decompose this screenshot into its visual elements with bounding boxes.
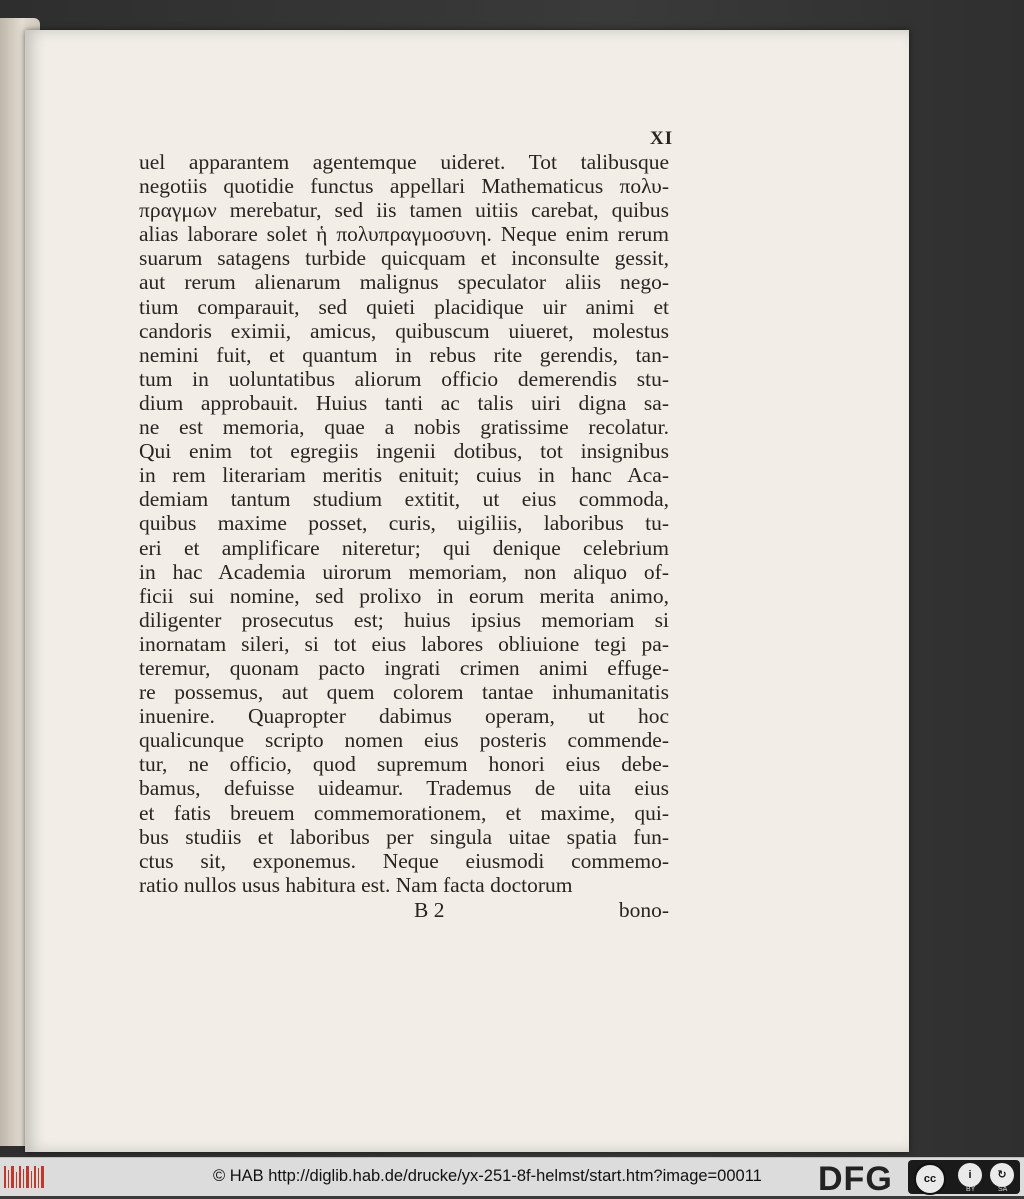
signature-mark: B 2 <box>414 898 445 922</box>
text-line: πραγμων merebatur, sed iis tamen uitiis carebat, quibus <box>139 198 669 223</box>
text-line: ficii sui nomine, sed prolixo in eorum merita animo, <box>139 583 669 608</box>
text-line: tium comparauit, sed quieti placidique uir animi et <box>139 294 669 319</box>
dfg-logo: DFG <box>818 1160 893 1198</box>
by-label: BY <box>966 1186 976 1193</box>
text-line: ne est memoria, quae a nobis gratissime recolatur. <box>139 415 669 440</box>
attribution-icon: i <box>958 1163 982 1187</box>
text-line: ratio nullos usus habitura est. Nam facta doctorum <box>139 872 573 897</box>
text-line: uel apparantem agentemque uideret. Tot talibusque <box>139 150 669 174</box>
text-line: nemini fuit, et quantum in rebus rite gerendis, tan- <box>139 342 669 367</box>
text-line: et fatis breuem commemorationem, et maxime, qui- <box>139 800 669 825</box>
text-line: eri et amplificare niteretur; qui denique celebrium <box>139 535 669 560</box>
text-line: ctus sit, exponemus. Neque eiusmodi commemo- <box>139 848 669 873</box>
page-number: XI <box>650 128 674 149</box>
cc-icon: cc <box>914 1163 946 1195</box>
cc-license-badge[interactable] <box>908 1160 1020 1194</box>
text-line: quibus maxime posset, curis, uigiliis, laboribus tu- <box>139 511 669 536</box>
text-line: re possemus, aut quem colorem tantae inhumanitatis <box>139 680 669 705</box>
copyright-url[interactable]: © HAB http://diglib.hab.de/drucke/yx-251-8f-helmst/start.htm?image=00011 <box>213 1167 762 1185</box>
text-line: bamus, defuisse uideamur. Trademus de uita eius <box>139 776 669 801</box>
text-line: Qui enim tot egregiis ingenii dotibus, tot insignibus <box>139 439 669 464</box>
text-line: inornatam sileri, si tot eius labores obliuione tegi pa- <box>139 631 669 656</box>
text-line: suarum satagens turbide quicquam et inconsulte gessit, <box>139 246 669 271</box>
text-line: demiam tantum studium extitit, ut eius commoda, <box>139 487 669 512</box>
text-line: alias laborare solet ἡ πολυπραγμοσυνη. Neque enim rerum <box>139 222 669 247</box>
page-footer <box>139 898 669 924</box>
viewer-footer-bar <box>0 1157 1024 1196</box>
page-body-text <box>139 150 669 897</box>
text-line: inuenire. Quapropter dabimus operam, ut hoc <box>139 704 669 729</box>
hab-logo-icon <box>4 1164 46 1190</box>
text-line: negotiis quotidie functus appellari Mathematicus πολυ- <box>139 174 669 199</box>
text-line: in rem literariam meritis enituit; cuius in hanc Aca- <box>139 463 669 488</box>
sa-label: SA <box>998 1186 1008 1193</box>
share-alike-icon: ↻ <box>990 1163 1014 1187</box>
catchword: bono- <box>618 898 669 922</box>
text-line: diligenter prosecutus est; huius ipsius memoriam si <box>139 607 669 632</box>
text-line: in hac Academia uirorum memoriam, non aliquo of- <box>139 559 669 584</box>
text-line: bus studiis et laboribus per singula uitae spatia fun- <box>139 824 669 849</box>
text-line: aut rerum alienarum malignus speculator aliis nego- <box>139 270 669 295</box>
text-line: qualicunque scripto nomen eius posteris commende- <box>139 728 669 753</box>
text-line: candoris eximii, amicus, quibuscum uiueret, molestus <box>139 318 669 343</box>
text-line: dium approbauit. Huius tanti ac talis uiri digna sa- <box>139 390 669 415</box>
text-line: teremur, quonam pacto ingrati crimen animi effuge- <box>139 655 669 680</box>
text-line: tur, ne officio, quod supremum honori eius debe- <box>139 752 669 777</box>
text-line: tum in uoluntatibus aliorum officio demerendis stu- <box>139 366 669 391</box>
